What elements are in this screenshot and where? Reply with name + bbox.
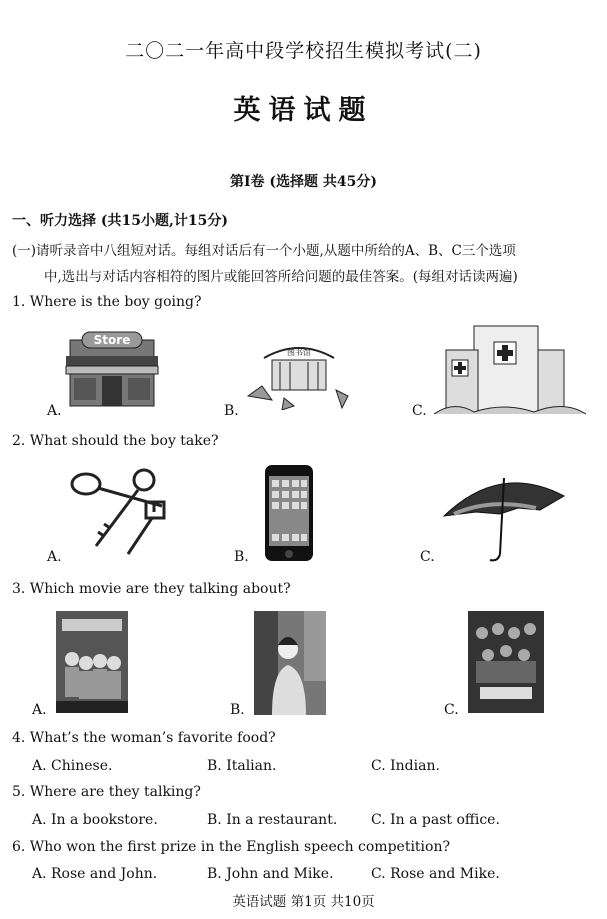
q2-option-c: C. <box>420 549 435 565</box>
q4-option-a: A. Chinese. <box>32 758 113 774</box>
hospital-picture <box>434 320 586 416</box>
q4-option-c: C. Indian. <box>371 758 440 774</box>
q5-option-c: C. In a past office. <box>371 812 500 828</box>
q5-option-b: B. In a restaurant. <box>207 812 338 828</box>
movie-poster-a <box>56 611 128 713</box>
store-sign-text: Store <box>93 333 131 347</box>
question-1-text: 1. Where is the boy going? <box>12 294 202 310</box>
section-title: 一、听力选择 (共15小题,计15分) <box>12 213 228 229</box>
q6-option-b: B. John and Mike. <box>207 866 334 882</box>
library-picture <box>244 338 354 410</box>
part-instructions <box>12 238 594 290</box>
umbrella-picture <box>440 468 568 564</box>
question-4-text: 4. What’s the woman’s favorite food? <box>12 730 276 746</box>
instructions-line-2: 中,选出与对话内容相符的图片或能回答所给问题的最佳答案。(每组对话读两遍) <box>44 269 518 285</box>
subject-title: 英语试题 <box>233 95 374 126</box>
keys-picture <box>66 462 174 558</box>
q6-option-c: C. Rose and Mike. <box>371 866 500 882</box>
q1-option-b: B. <box>224 403 239 419</box>
movie-poster-b <box>254 611 326 715</box>
q6-option-a: A. Rose and John. <box>32 866 158 882</box>
question-5-text: 5. Where are they talking? <box>12 784 201 800</box>
volume-title: 第Ⅰ卷 (选择题 共45分) <box>229 174 378 190</box>
question-3-text: 3. Which movie are they talking about? <box>12 581 291 597</box>
q1-option-a: A. <box>47 403 62 419</box>
q2-option-a: A. <box>47 549 62 565</box>
q2-option-b: B. <box>234 549 249 565</box>
movie-poster-c <box>468 611 544 713</box>
q3-option-a: A. <box>32 702 47 718</box>
question-6-text: 6. Who won the first prize in the English speech competition? <box>12 839 450 855</box>
instructions-line-1: (一)请听录音中八组短对话。每组对话后有一个小题,从题中所给的A、B、C三个选项 <box>12 243 516 259</box>
q4-option-b: B. Italian. <box>207 758 277 774</box>
phone-picture <box>264 464 314 562</box>
store-picture <box>62 328 162 410</box>
exam-title: 二〇二一年高中段学校招生模拟考试(二) <box>125 40 482 62</box>
q3-option-c: C. <box>444 702 459 718</box>
question-2-text: 2. What should the boy take? <box>12 433 219 449</box>
q3-option-b: B. <box>230 702 245 718</box>
page-footer: 英语试题 第1页 共10页 <box>232 894 375 910</box>
library-sign-text: 图书馆 <box>287 348 311 357</box>
q5-option-a: A. In a bookstore. <box>32 812 158 828</box>
q1-option-c: C. <box>412 403 427 419</box>
